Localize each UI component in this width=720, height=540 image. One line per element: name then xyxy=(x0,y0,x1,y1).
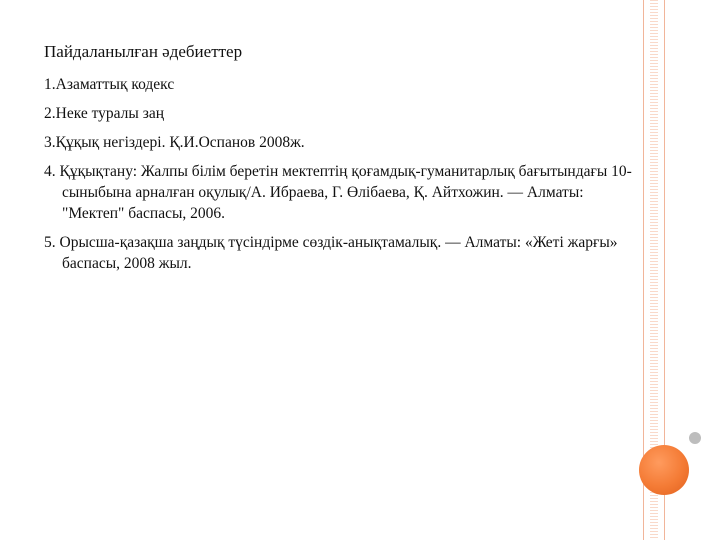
small-gray-dot xyxy=(689,432,701,444)
orange-circle xyxy=(639,445,689,495)
reference-item-5: 5. Орысша-қазақша заңдық түсіндірме сөздік-анықтамалық. — Алматы: «Жеті жарғы» баспасы, 2008 жыл. xyxy=(44,234,618,272)
reference-item-3: 3.Құқық негіздері. Қ.И.Оспанов 2008ж. xyxy=(44,134,305,151)
content xyxy=(44,40,644,282)
reference-item-1: 1.Азаматтық кодекс xyxy=(44,76,175,93)
reference-list xyxy=(44,74,644,274)
reference-item-4: 4. Құқықтану: Жалпы білім беретін мектептің қоғамдық-гуманитарлық бағытындағы 10-сыныбына арналған оқулық/А. Ибраева, Г. Өлібаева, Қ. Айтхожин. — Алматы: "Мектеп" баспасы, 2006. xyxy=(44,163,632,222)
slide-title: Пайдаланылған әдебиеттер xyxy=(44,42,243,61)
reference-item-2: 2.Неке туралы заң xyxy=(44,105,165,122)
